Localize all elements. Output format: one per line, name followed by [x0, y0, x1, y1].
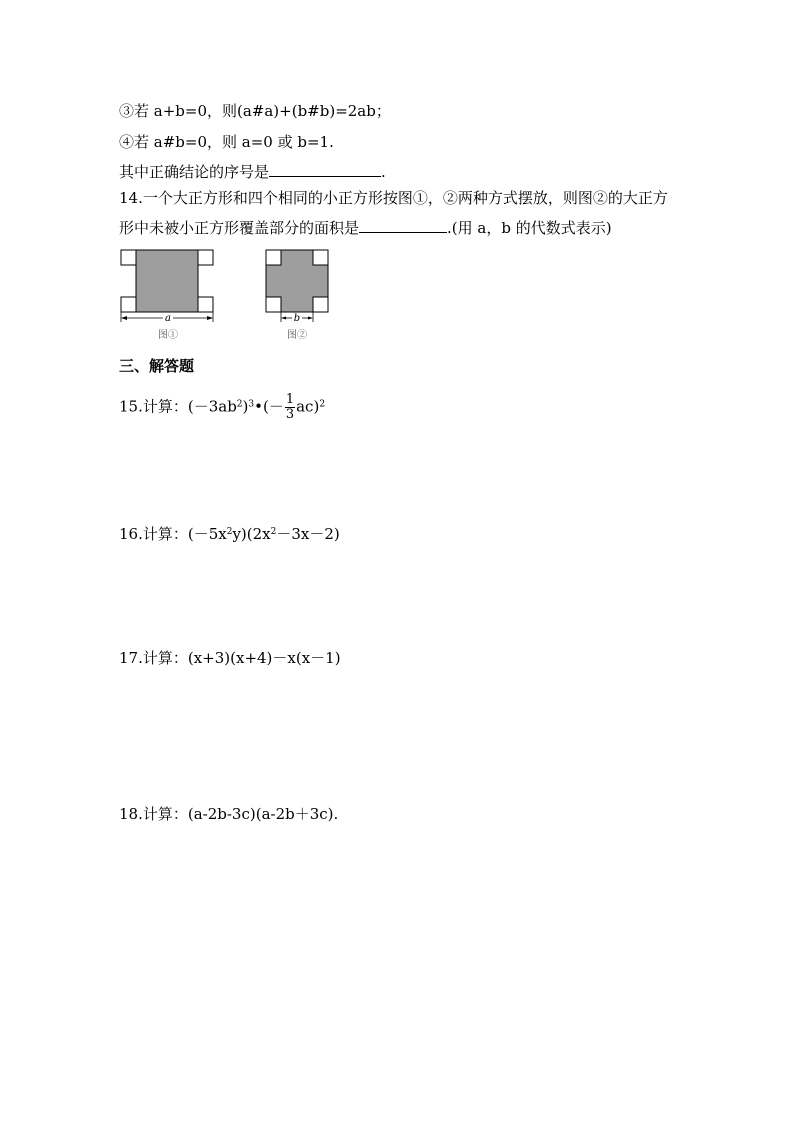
q15-after-frac: ac) — [296, 397, 320, 416]
figure-1-drawing — [121, 250, 213, 322]
q15-dot: •(－ — [254, 397, 284, 416]
q15-frac-num: 1 — [285, 392, 295, 407]
q15-frac-den: 3 — [285, 407, 295, 422]
q15-mid: ) — [242, 397, 249, 416]
q15-exp2: 3 — [248, 399, 255, 410]
q15-line — [119, 393, 325, 422]
q15-exp1: 2 — [236, 399, 243, 410]
conclusion-prefix: 其中正确结论的序号是 — [119, 163, 270, 181]
figure-2-dimension-label: b — [293, 313, 301, 324]
section-heading: 三、解答题 — [119, 357, 195, 375]
item-4: ④若 a#b=0，则 a=0 或 b=1. — [119, 133, 334, 151]
q16-exp2: 2 — [270, 527, 277, 537]
figure-1 — [118, 248, 218, 348]
q16-mid: y)(2x — [232, 525, 271, 543]
figure-1-caption: 图① — [158, 330, 178, 341]
item-3: ③若 a+b=0，则(a#a)+(b#b)=2ab； — [119, 102, 391, 120]
q18-line: 18.计算：(a-2b-3c)(a-2b＋3c). — [119, 805, 339, 823]
q17-line: 17.计算：(x+3)(x+4)－x(x－1) — [119, 649, 341, 667]
q16-line — [119, 522, 340, 544]
q14-line2-prefix: 形中未被小正方形覆盖部分的面积是 — [119, 219, 360, 237]
q16-prefix: 16.计算：(－5x — [119, 525, 227, 543]
q16-exp1: 2 — [226, 527, 233, 537]
q15-fraction — [285, 393, 295, 422]
q14-line2 — [119, 218, 612, 238]
q14-line1: 14.一个大正方形和四个相同的小正方形按图①，②两种方式摆放，则图②的大正方 — [119, 189, 668, 207]
conclusion-line — [119, 162, 386, 182]
answer-blank-14[interactable] — [359, 218, 447, 233]
figure-2 — [262, 248, 342, 348]
answer-blank-13[interactable] — [269, 162, 381, 177]
q15-exp3: 2 — [319, 399, 326, 410]
figure-1-dimension-label: a — [165, 313, 171, 324]
q15-prefix: 15.计算：(－3ab — [119, 397, 237, 416]
conclusion-suffix: . — [381, 163, 386, 181]
q14-line2-suffix: .(用 a，b 的代数式表示) — [447, 219, 612, 237]
figure-2-caption: 图② — [287, 330, 307, 341]
figure-2-drawing — [266, 250, 328, 322]
q16-rest: －3x－2) — [276, 525, 340, 543]
